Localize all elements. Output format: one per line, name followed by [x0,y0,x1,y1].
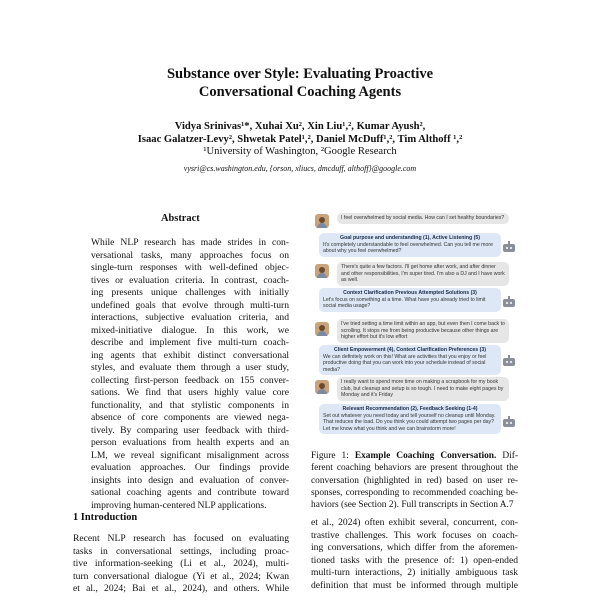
coach-message-text: Set out whatever you need today and tell yourself no cleanup until Monday. That reduces the load. Do you think you could attempt two pages per day? Let me know what you think and we can brainstorm more! [323,412,496,432]
user-avatar-icon [315,214,329,228]
user-message: I feel overwhelmed by social media. How can I set healthy boundaries? [337,213,509,224]
abstract-body [91,237,289,512]
abstract-line: undefined goals that evolve through multi-turn [91,299,289,311]
coaching-behavior-tag: Client Empowerment (4), Context Clarification Preferences (3) [334,347,486,353]
intro-line: tive information-seeking (Li et al., 2024), multi- [73,558,289,569]
user-avatar-icon [315,322,329,336]
coach-message-text: We can definitely work on this! What are activities that you enjoy or feel productive doing that you can work into your schedule instead of social media? [323,353,487,373]
user-avatar-icon [315,264,329,278]
robot-icon [502,241,516,253]
abstract-line: collecting first-person feedback on 155 conver- [91,374,289,386]
user-avatar-icon [315,380,329,394]
affiliation: ¹University of Washington, ²Google Research [203,146,397,157]
author-emails: vysri@cs.washington.edu, {orson, xliucs, dmcduff, althoff}@google.com [183,164,417,173]
abstract-line: ing presents unique challenges with initially [91,287,289,298]
abstract-line: improving human-centered NLP applications. [91,499,267,511]
title-line: Substance over Style: Evaluating Proactive [166,66,434,82]
coaching-behavior-tag: Relevant Recommendation (2), Feedback Seeking (1-4) [342,406,478,412]
abstract-line: functionality, and that stylistic components in [91,399,289,411]
caption-line: ferent coaching behaviors are present throughout the [311,463,518,474]
introduction-heading: 1 Introduction [73,512,138,523]
abstract-heading: Abstract [161,213,200,224]
robot-icon [502,355,516,367]
abstract-line: ing agents that exhibit distinct conversational [91,349,289,361]
body-line: et al., 2024) often exhibit several, concurrent, con- [311,517,518,528]
robot-icon [502,296,516,308]
coach-message-text: It's completely understandable to feel overwhelmed. Can you tell me more about why you feel overwhelmed? [323,241,493,255]
robot-icon [502,416,516,428]
coaching-behavior-tag: Goal purpose and understanding (1), Active Listening (5) [340,235,480,241]
caption-line: conversation (highlighted in red) based on user re- [311,475,518,486]
abstract-line: While NLP research has made strides in con- [91,237,289,248]
intro-line: et al., 2024; Bai et al., 2024), and others. While [73,583,289,594]
coach-message [319,345,501,375]
body-line: multi-turn interactions, 2) initially ambiguous task [311,567,518,578]
coach-message [319,233,501,257]
body-line: tioned tasks with the presence of: 1) open-ended [311,554,518,566]
abstract-line: sational coaching agents and contribute toward [91,487,289,498]
abstract-line: styles, and evaluate them through a user study, [91,362,289,373]
abstract-line: versational tasks, many approaches focus on [91,249,289,261]
abstract-line: LM, we reveal significant misalignment across [91,449,289,461]
coaching-conversation-figure [313,212,518,449]
coaching-behavior-tag: Context Clarification Previous Attempted Solutions (3) [343,290,477,296]
abstract-line: tively. By comparing user feedback with third- [91,424,289,436]
user-message: There's quite a few factors. I'll get home after work, and after dinner and other responsibilities, I'm super tired. I'm also a DJ and I have work as well. [337,262,509,286]
user-message: I've tried setting a time limit within an app, but even then I come back to scrolling. It stops me from being productive because other things are higher effort but it's low effort [337,319,509,343]
abstract-line: sations. We find that users highly value core [91,387,289,398]
abstract-line: tives or evaluation criteria. In contrast, coach- [91,274,289,286]
right-column-body [311,517,518,592]
abstract-line: describe and implement five multi-turn coach- [91,337,289,348]
intro-line: tasks in conversational settings, including proac- [73,545,289,557]
intro-line: turn conversational dialogue (Yi et al., 2024; Kwan [73,570,289,582]
body-line: trastive challenges. This work focuses on coach- [311,529,518,541]
caption-line: haviors (see Section 2). Full transcripts in Section A.7 [311,500,514,511]
paper-title [0,65,600,101]
abstract-line: single-turn responses with well-defined objec- [91,262,289,273]
coach-message-text: Let's focus on something at a time. What have you already tried to limit social media usage? [323,296,486,310]
caption-line: Figure 1: Example Coaching Conversation. Dif- [311,451,518,461]
caption-line: sponses, corresponding to recommended coaching be- [311,487,518,498]
abstract-line: interactions, subjective evaluation criteria, and [91,312,289,323]
introduction-body [73,533,289,596]
user-message: I really want to spend more time on making a scrapbook for my book club, but cleanup and setup is so tough. I need to make eight pages by Monday and it's Friday [337,377,509,401]
title-line: Conversational Coaching Agents [198,84,402,100]
coach-message [319,404,501,434]
author-line: Vidya Srinivas¹*, Xuhai Xu², Xin Liu¹,², Kumar Ayush², [174,121,426,132]
abstract-line: insights into design and evaluation of conver- [91,474,289,486]
intro-line: Recent NLP research has focused on evaluating [73,533,289,544]
author-line: Isaac Galatzer-Levy², Shwetak Patel¹,², Daniel McDuff¹,², Tim Althoff ¹,² [137,134,463,145]
abstract-line: mixed-initiative dialogue. In this work, we [91,324,289,336]
author-list [0,120,600,146]
abstract-line: evaluation approaches. Our findings provide [91,462,289,473]
abstract-line: absence of core components are viewed nega- [91,412,289,423]
figure-caption [311,450,518,511]
body-line: ing conversations, which differ from the aforemen- [311,542,518,553]
abstract-line: person evaluations from health experts and an [91,437,289,448]
coach-message [319,288,501,312]
body-line: definition that must be informed through multiple [311,579,518,591]
